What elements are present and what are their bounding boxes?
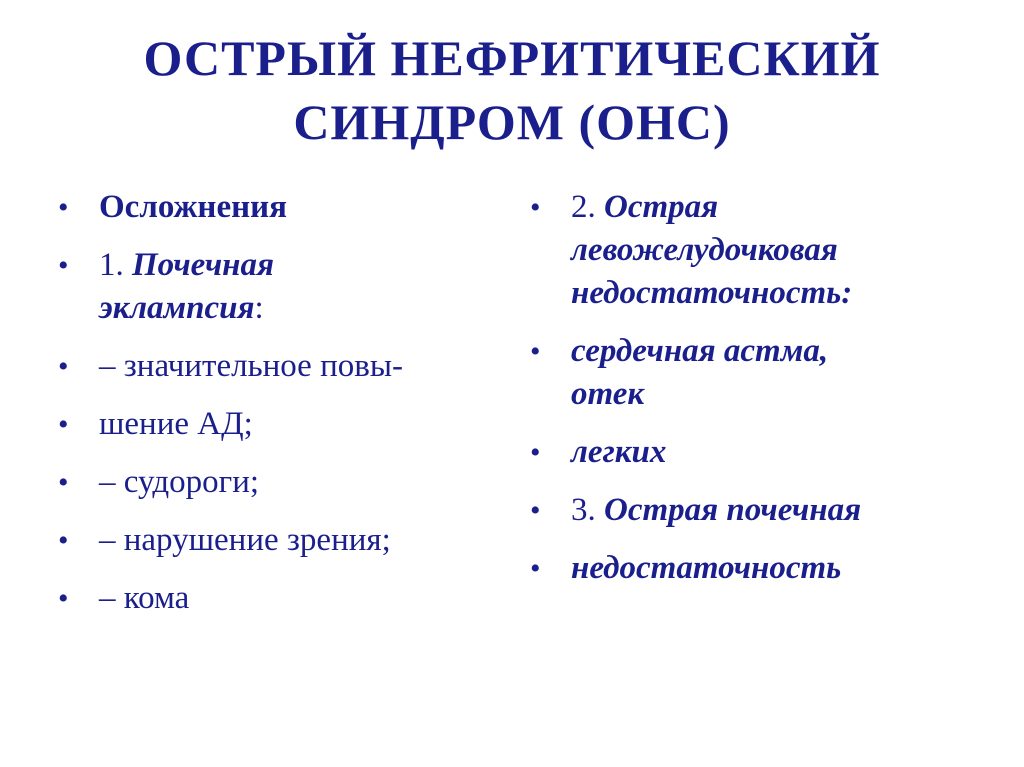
list-item-lungs <box>530 431 970 474</box>
list-item-acute-renal <box>530 489 970 532</box>
bullet-icon: • <box>58 466 69 499</box>
right-column-list <box>530 186 970 605</box>
cardiac-asthma-line-2: отек <box>571 376 645 412</box>
bullet-icon: • <box>58 524 69 557</box>
bullet-icon: • <box>58 350 69 383</box>
bullet-icon: • <box>58 249 69 282</box>
list-item-heart-failure <box>530 186 970 315</box>
cardiac-asthma-line-1: сердечная астма, <box>571 333 829 369</box>
bullet-icon: • <box>58 582 69 615</box>
item-number: 3. <box>571 492 604 528</box>
list-item-seizures <box>58 461 498 504</box>
complications-heading: Осложнения <box>99 189 287 225</box>
list-item-insufficiency <box>530 547 970 590</box>
item-number: 1. <box>99 247 132 283</box>
list-item-bp-increase-2 <box>58 403 498 446</box>
left-column-list <box>58 186 498 635</box>
bullet-icon: • <box>530 191 541 224</box>
list-item-text: – нарушение зрения; <box>99 522 391 558</box>
bullet-icon: • <box>58 191 69 224</box>
title-line-2: СИНДРОМ (ОНС) <box>293 94 731 150</box>
list-item-text: – значительное повы- <box>99 348 403 384</box>
list-item-text: – кома <box>99 580 190 616</box>
heart-failure-word-1: Острая <box>604 189 719 225</box>
slide-title <box>60 26 964 154</box>
list-item-vision <box>58 519 498 562</box>
title-line-1: ОСТРЫЙ НЕФРИТИЧЕСКИЙ <box>143 30 881 86</box>
bullet-icon: • <box>530 436 541 469</box>
renal-eclampsia-word-1: Почечная <box>132 247 274 283</box>
bullet-icon: • <box>58 408 69 441</box>
list-item-text: шение АД; <box>99 406 253 442</box>
list-item-bp-increase-1 <box>58 345 498 388</box>
renal-eclampsia-word-2: эклампсия <box>99 290 255 326</box>
bullet-icon: • <box>530 552 541 585</box>
heart-failure-word-2: левожелудочковая <box>571 232 838 268</box>
item-number: 2. <box>571 189 604 225</box>
list-item-text: недостаточность <box>571 550 842 586</box>
bullet-icon: • <box>530 335 541 368</box>
list-item-coma <box>58 577 498 620</box>
acute-renal-text: Острая почечная <box>604 492 862 528</box>
list-item-renal-eclampsia <box>58 244 498 330</box>
heart-failure-word-3: недостаточность: <box>571 275 853 311</box>
list-item-text: – судороги; <box>99 464 260 500</box>
bullet-icon: • <box>530 494 541 527</box>
list-item-text: легких <box>571 434 667 470</box>
list-item-complications <box>58 186 498 229</box>
colon: : <box>254 290 264 326</box>
list-item-cardiac-asthma <box>530 330 970 416</box>
